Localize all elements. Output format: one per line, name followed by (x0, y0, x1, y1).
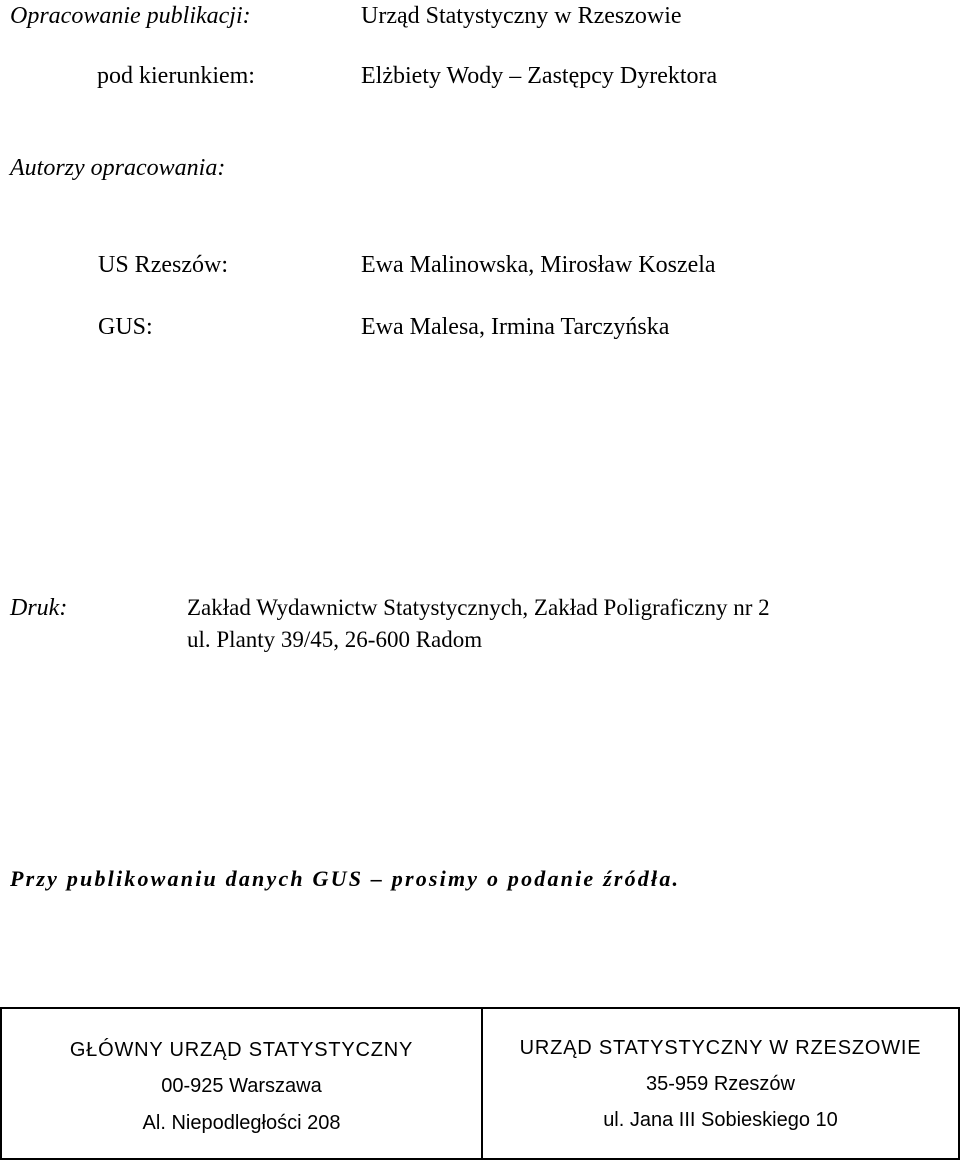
footer-box-central-office (0, 1007, 483, 1160)
print-label: Druk: (10, 595, 68, 621)
regional-office-name: URZĄD STATYSTYCZNY W RZESZOWIE (519, 1037, 922, 1059)
author-group-names-us: Ewa Malinowska, Mirosław Koszela (361, 252, 716, 278)
author-group-label-gus: GUS: (98, 314, 153, 340)
authors-heading: Autorzy opracowania: (10, 155, 226, 181)
author-group-names-gus: Ewa Malesa, Irmina Tarczyńska (361, 314, 670, 340)
publication-office: Urząd Statystyczny w Rzeszowie (361, 3, 682, 29)
central-office-street: Al. Niepodległości 208 (142, 1112, 341, 1134)
author-group-label-us: US Rzeszów: (98, 252, 228, 278)
print-house-address: ul. Planty 39/45, 26-600 Radom (187, 627, 483, 652)
print-house-name: Zakład Wydawnictw Statystycznych, Zakład Poligraficzny nr 2 (187, 595, 770, 620)
supervision-label: pod kierunkiem: (97, 63, 255, 89)
citation-notice: Przy publikowaniu danych GUS – prosimy o podanie źródła. (10, 866, 681, 891)
regional-office-postal: 35-959 Rzeszów (646, 1073, 795, 1095)
central-office-postal: 00-925 Warszawa (161, 1075, 322, 1097)
regional-office-street: ul. Jana III Sobieskiego 10 (603, 1109, 838, 1131)
footer-box-regional-office (481, 1007, 960, 1160)
central-office-name: GŁÓWNY URZĄD STATYSTYCZNY (69, 1039, 414, 1061)
supervisor-name: Elżbiety Wody – Zastępcy Dyrektora (361, 63, 718, 89)
publication-label: Opracowanie publikacji: (10, 3, 251, 29)
